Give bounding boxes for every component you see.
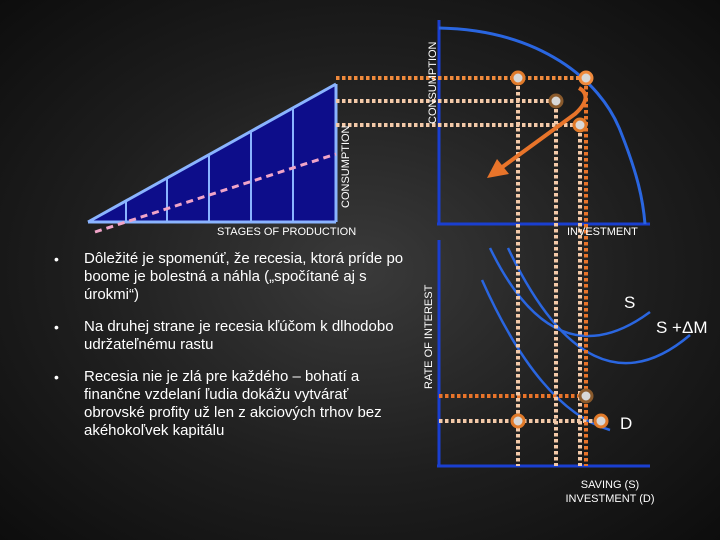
bullet-item — [50, 318, 410, 354]
bullet-list — [50, 250, 410, 454]
loanable-funds-axes — [437, 240, 650, 466]
saving-investment-axis-label — [540, 478, 680, 506]
bullet-item — [50, 368, 410, 440]
node-mid — [550, 95, 562, 107]
bullet-marker: • — [54, 319, 59, 335]
demand-label-d: D — [620, 414, 633, 433]
node-low-left — [512, 415, 524, 427]
bullet-item — [50, 250, 410, 304]
saving-label: SAVING (S) — [580, 479, 640, 491]
bullet-text: Dôležité je spomenúť, že recesia, ktorá príde po boome je bolestná a náhla („spočítané aj s úrokmi“) — [84, 250, 404, 303]
bullet-text: Na druhej strane je recesia kľúčom k dlhodobo udržateľnému rastu — [84, 318, 394, 353]
supply-curve-s-dm — [508, 248, 690, 363]
supply-label-s: S — [624, 293, 636, 312]
node-low-right — [595, 415, 607, 427]
supply-label-s-dm: S +ΔM — [656, 318, 708, 337]
stages-of-production-label: STAGES OF PRODUCTION — [217, 226, 357, 238]
investment-axis-label: INVESTMENT — [567, 226, 638, 238]
bullet-text: Recesia nie je zlá pre každého – bohatí a finančne vzdelaní ľudia dokážu vytvárať obrovské profity už len z akciových trhov bez akéhokoľvek kapitálu — [84, 368, 382, 439]
node-low-mid — [580, 390, 592, 402]
node-top-left — [512, 72, 524, 84]
interest-rate-axis-label: RATE OF INTEREST — [423, 284, 435, 389]
consumption-axis-label-top: CONSUMPTION — [427, 41, 439, 124]
investment-d-label: INVESTMENT (D) — [565, 493, 655, 505]
node-ppf — [574, 119, 586, 131]
consumption-axis-label-left: CONSUMPTION — [340, 125, 352, 208]
node-top-right — [580, 72, 592, 84]
bullet-marker: • — [54, 369, 59, 385]
bullet-marker: • — [54, 251, 59, 267]
hayek-triangle — [88, 84, 336, 232]
